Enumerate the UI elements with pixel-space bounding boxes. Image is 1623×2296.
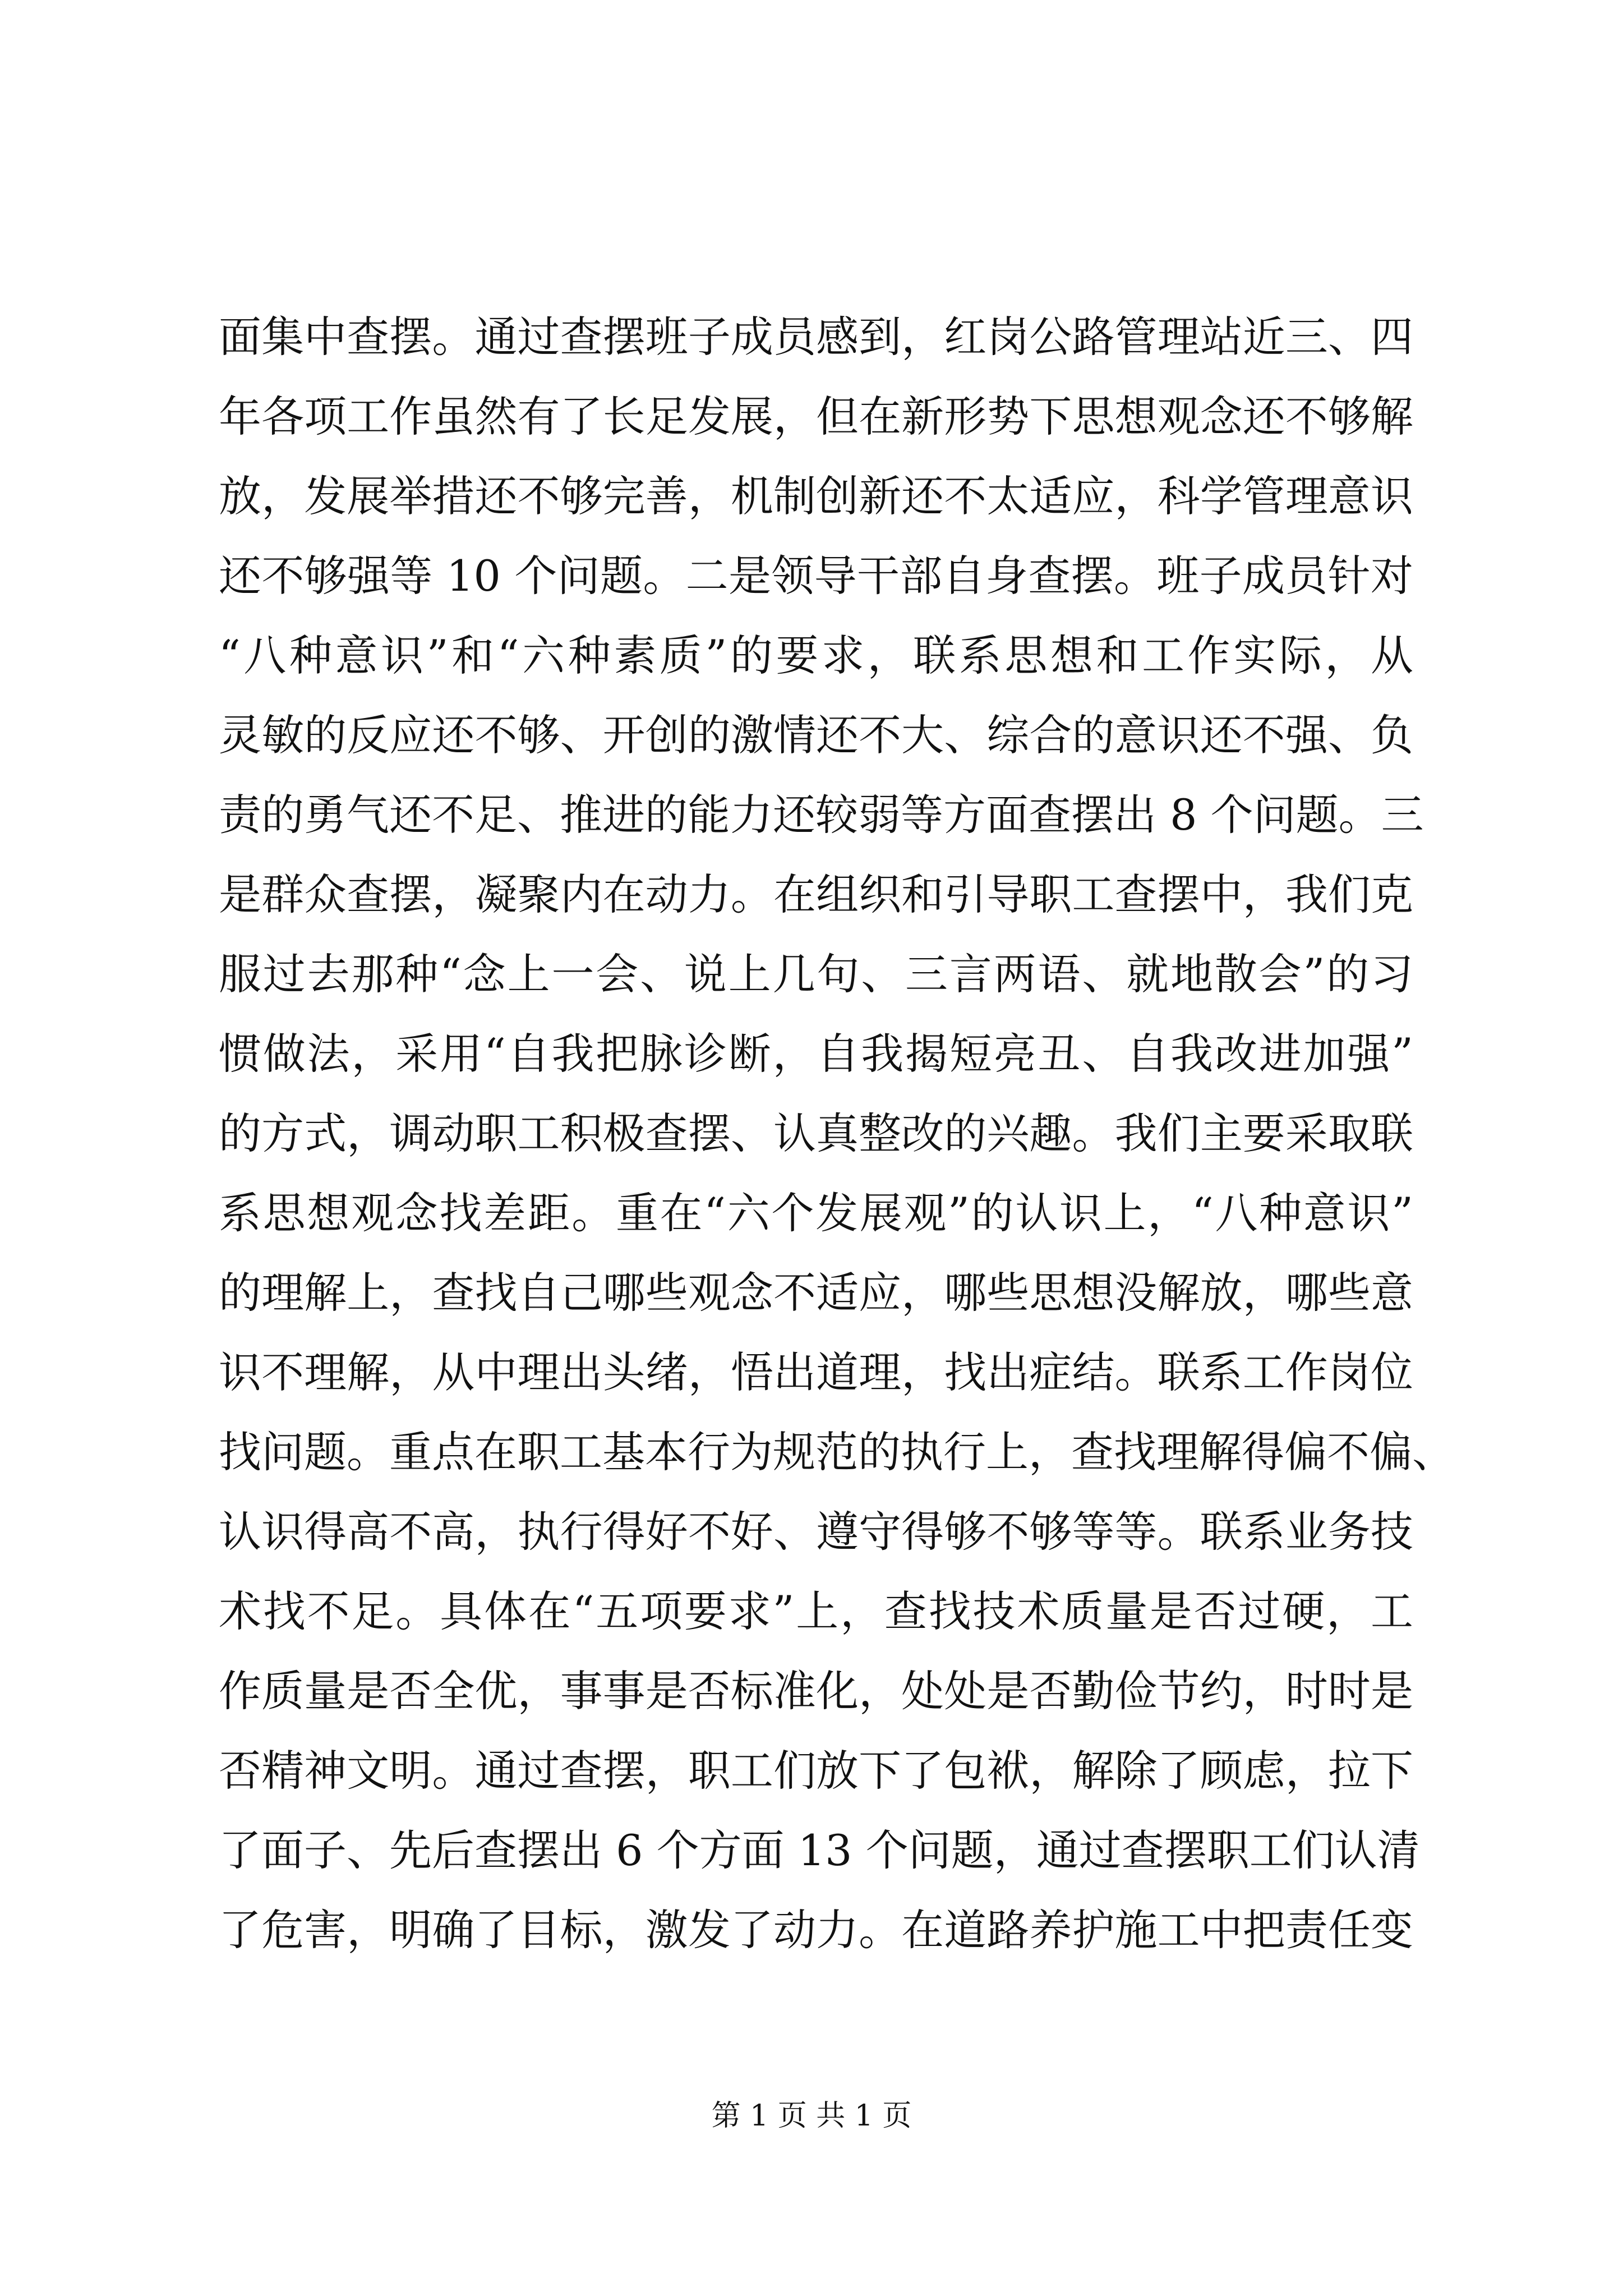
text-line: 作质量是否全优，事事是否标准化，处处是否勤俭节约，时时是 bbox=[219, 1666, 1413, 1716]
text-line: 否精神文明。通过查摆，职工们放下了包袱，解除了顾虑，拉下 bbox=[219, 1746, 1413, 1796]
text-line: 的方式，调动职工积极查摆、认真整改的兴趣。我们主要采取联 bbox=[219, 1108, 1413, 1158]
text-line: 惯做法，采用“自我把脉诊断，自我揭短亮丑、自我改进加强” bbox=[219, 1029, 1413, 1079]
text-line: 责的勇气还不足、推进的能力还较弱等方面查摆出 8 个问题。三 bbox=[219, 790, 1424, 840]
text-line: 面集中查摆。通过查摆班子成员感到，红岗公路管理站近三、四 bbox=[219, 312, 1413, 362]
text-line: 术找不足。具体在“五项要求”上，查找技术质量是否过硬，工 bbox=[219, 1586, 1413, 1636]
text-line: 服过去那种“念上一会、说上几句、三言两语、就地散会”的习 bbox=[219, 949, 1413, 999]
text-line: “八种意识”和“六种素质”的要求，联系思想和工作实际，从 bbox=[219, 631, 1413, 680]
text-line: 找问题。重点在职工基本行为规范的执行上，查找理解得偏不偏、 bbox=[219, 1427, 1455, 1477]
text-line: 了危害，明确了目标，激发了动力。在道路养护施工中把责任变 bbox=[219, 1905, 1413, 1955]
page-footer: 第 1 页 共 1 页 bbox=[711, 2099, 912, 2133]
body-text bbox=[219, 297, 1455, 1970]
text-line: 的理解上，查找自己哪些观念不适应，哪些思想没解放，哪些意 bbox=[219, 1268, 1413, 1318]
text-line: 年各项工作虽然有了长足发展，但在新形势下思想观念还不够解 bbox=[219, 392, 1413, 441]
text-line: 识不理解，从中理出头绪，悟出道理，找出症结。联系工作岗位 bbox=[219, 1347, 1413, 1397]
text-line: 认识得高不高，执行得好不好、遵守得够不够等等。联系业务技 bbox=[219, 1507, 1413, 1557]
text-line: 是群众查摆，凝聚内在动力。在组织和引导职工查摆中，我们克 bbox=[219, 869, 1413, 919]
text-line: 灵敏的反应还不够、开创的激情还不大、综合的意识还不强、负 bbox=[219, 710, 1413, 760]
text-line: 了面子、先后查摆出 6 个方面 13 个问题，通过查摆职工们认清 bbox=[219, 1825, 1420, 1875]
text-line: 放，发展举措还不够完善，机制创新还不太适应，科学管理意识 bbox=[219, 471, 1413, 521]
text-line: 还不够强等 10 个问题。二是领导干部自身查摆。班子成员针对 bbox=[219, 551, 1413, 601]
text-line: 系思想观念找差距。重在“六个发展观”的认识上，“八种意识” bbox=[219, 1188, 1413, 1238]
